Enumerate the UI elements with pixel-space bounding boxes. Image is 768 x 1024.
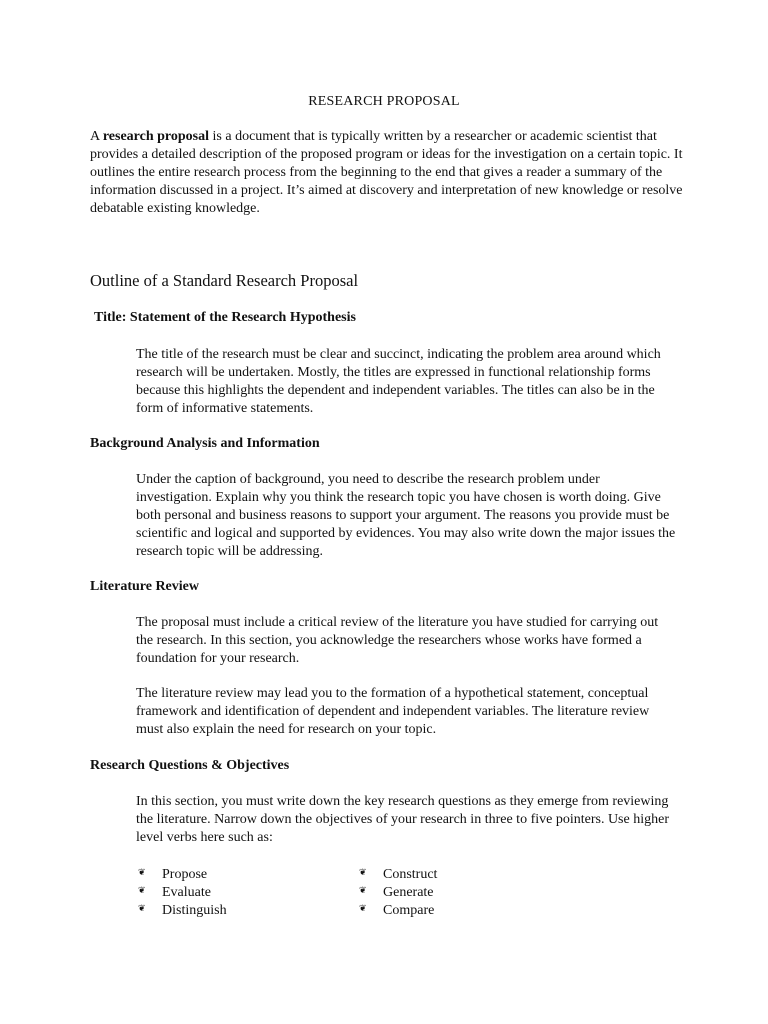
bullet-icon: ❦ (138, 885, 146, 895)
verb-label: Propose (162, 867, 208, 882)
title-section-heading: Title: Statement of the Research Hypothesis (94, 310, 356, 325)
intro-lead: A (90, 129, 103, 144)
bullet-icon: ❦ (359, 885, 367, 895)
list-item (357, 884, 434, 902)
verb-label: Distinguish (162, 903, 227, 918)
list-item (136, 902, 227, 920)
verb-label: Evaluate (162, 885, 211, 900)
outline-heading: Outline of a Standard Research Proposal (90, 271, 359, 290)
verb-label: Generate (383, 885, 434, 900)
list-item (136, 866, 207, 884)
bullet-icon: ❦ (138, 903, 146, 913)
background-heading: Background Analysis and Information (90, 436, 320, 451)
title-section-paragraph: The title of the research must be clear and succinct, indicating the problem area around which research will be undertaken. Mostly, the titles are expressed in functional relationship forms because this highlights the dependent and independent variables. The titles can also be in the form of informative statements. (136, 347, 661, 416)
bullet-icon: ❦ (138, 867, 146, 877)
questions-heading: Research Questions & Objectives (90, 758, 290, 773)
intro-paragraph (90, 128, 690, 218)
list-item (136, 884, 211, 902)
background-paragraph: Under the caption of background, you need to describe the research problem under investigation. Explain why you think the research topic you have chosen is worth doing. Give both personal and business reasons to support your argument. The reasons you provide must be scientific and logical and supported by evidences. You may also write down the major issues the research topic will be addressing. (136, 472, 676, 559)
bullet-icon: ❦ (359, 903, 367, 913)
list-item (357, 902, 434, 920)
literature-heading: Literature Review (90, 579, 199, 594)
verb-label: Compare (383, 903, 435, 918)
verb-label: Construct (383, 867, 438, 882)
document-title: RESEARCH PROPOSAL (308, 94, 460, 109)
intro-rest: is a document that is typically written by a researcher or academic scientist that provides a detailed description of the proposed program or ideas for the investigation on a certain topic. It outlines the entire research process from the beginning to the end that gives a reader a summary of the information discussed in a project. It’s aimed at discovery and interpretation of new knowledge or resolve debatable existing knowledge. (90, 129, 683, 216)
bullet-icon: ❦ (359, 867, 367, 877)
list-item (357, 866, 437, 884)
questions-paragraph: In this section, you must write down the key research questions as they emerge from reviewing the literature. Narrow down the objectives of your research in three to five pointers. Use higher level verbs here such as: (136, 794, 669, 845)
intro-term: research proposal (102, 129, 210, 144)
literature-paragraph-1: The proposal must include a critical review of the literature you have studied for carrying out the research. In this section, you acknowledge the researchers whose works have formed a foundation for your research. (136, 615, 659, 666)
literature-paragraph-2: The literature review may lead you to the formation of a hypothetical statement, conceptual framework and identification of dependent and independent variables. The literature review must also explain the need for research on your topic. (136, 686, 650, 737)
